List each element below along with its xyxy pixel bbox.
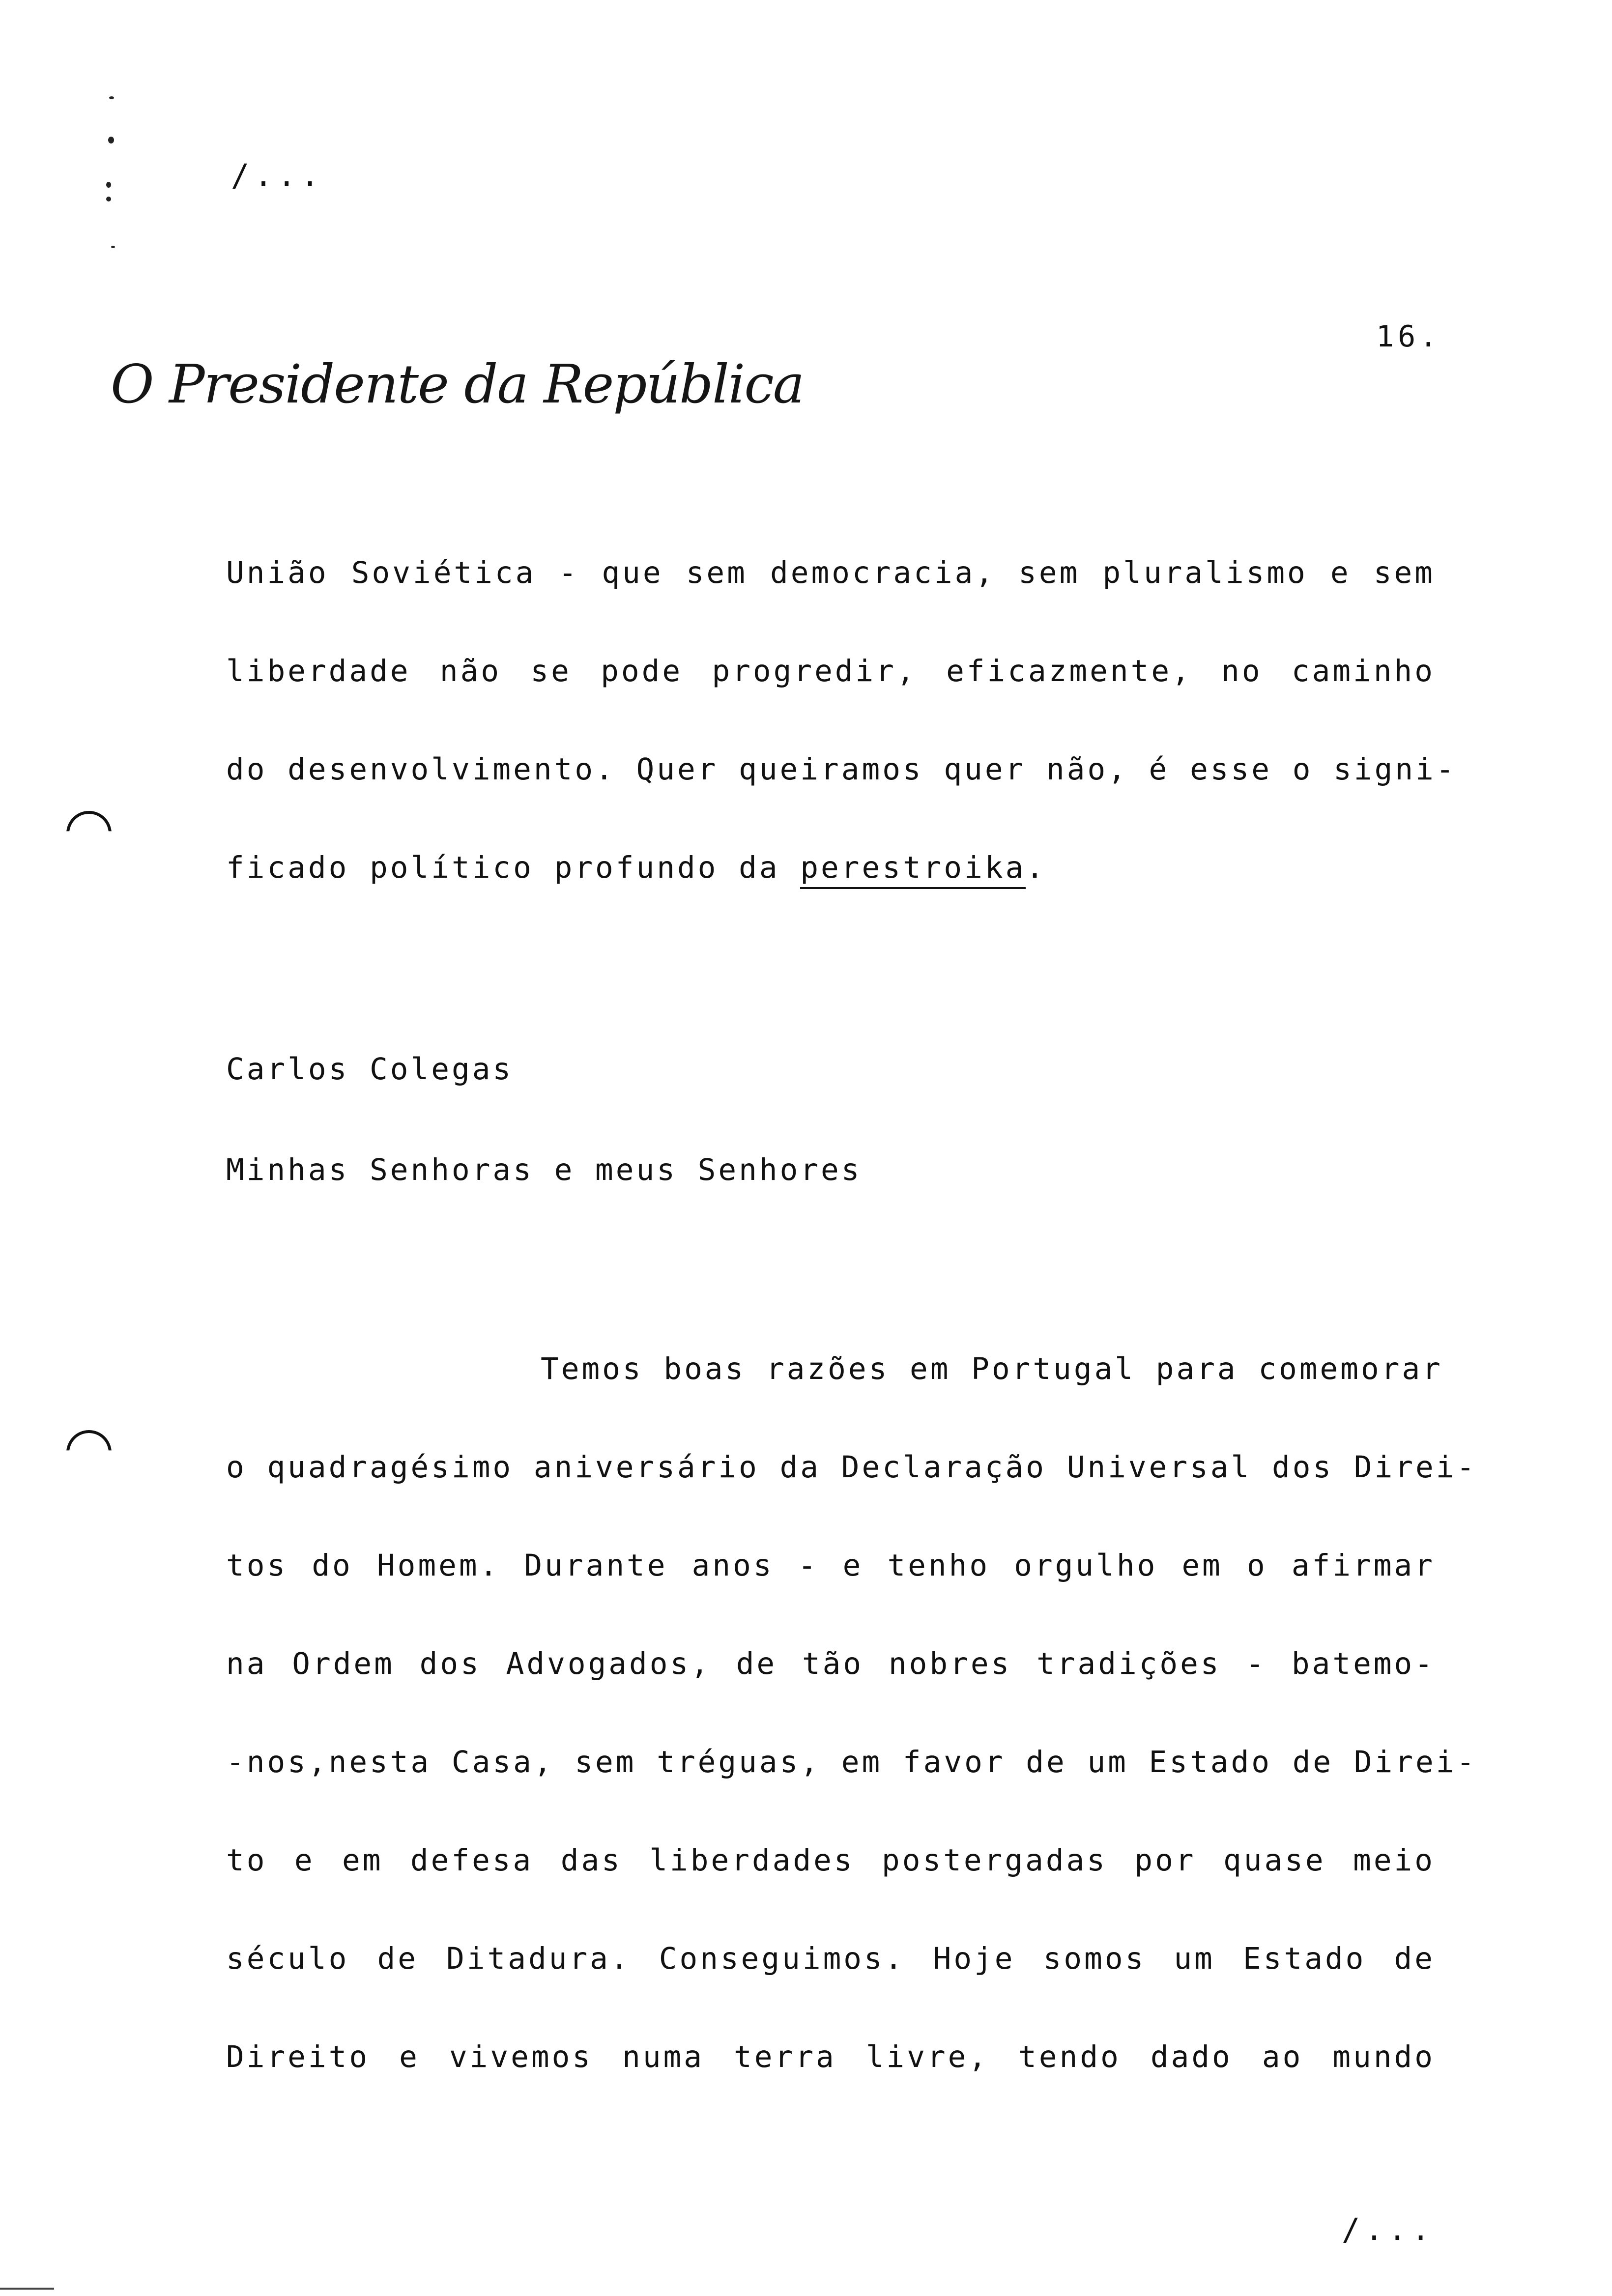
letterhead-title: O Presidente da República [111,354,804,415]
scan-speck [106,197,111,201]
text-fragment: . [1026,850,1047,885]
scan-edge-line [0,2288,54,2290]
scan-speck [108,137,114,144]
punch-hole-mark [66,811,112,856]
text-line: liberdade não se pode progredir, eficazmente, no caminho [226,654,1435,689]
salutation-line: Carlos Colegas [226,1052,514,1087]
salutation-line: Minhas Senhoras e meus Senhores [226,1152,862,1187]
text-line: tos do Homem. Durante anos - e tenho orgulho em o afirmar [226,1548,1435,1583]
emphasized-word: perestroika [800,850,1026,889]
page-number: 16. [1376,319,1441,354]
text-line: to e em defesa das liberdades postergadas por quase meio [226,1843,1435,1878]
scan-speck [109,96,114,99]
text-line: o quadragésimo aniversário da Declaração Universal dos Direi- [226,1450,1477,1485]
text-line [226,850,1435,885]
text-line: União Soviética - que sem democracia, sem pluralismo e sem [226,555,1435,590]
text-line: século de Ditadura. Conseguimos. Hoje somos um Estado de [226,1941,1435,1976]
text-line: do desenvolvimento. Quer queiramos quer não, é esse o signi- [226,752,1457,787]
text-line: na Ordem dos Advogados, de tão nobres tradições - batemo- [226,1646,1435,1681]
text-line: Temos boas razões em Portugal para comemorar [541,1351,1443,1386]
punch-hole-mark [66,1430,112,1475]
scan-speck [111,246,115,248]
text-line: Direito e vivemos numa terra livre, tendo dado ao mundo [226,2039,1435,2074]
continuation-mark-top: /... [231,157,324,193]
continuation-mark-bottom: /... [1342,2211,1435,2247]
scan-speck [106,182,111,188]
text-line: -nos,nesta Casa, sem tréguas, em favor de um Estado de Direi- [226,1745,1477,1779]
text-fragment: ficado político profundo da [226,850,801,885]
